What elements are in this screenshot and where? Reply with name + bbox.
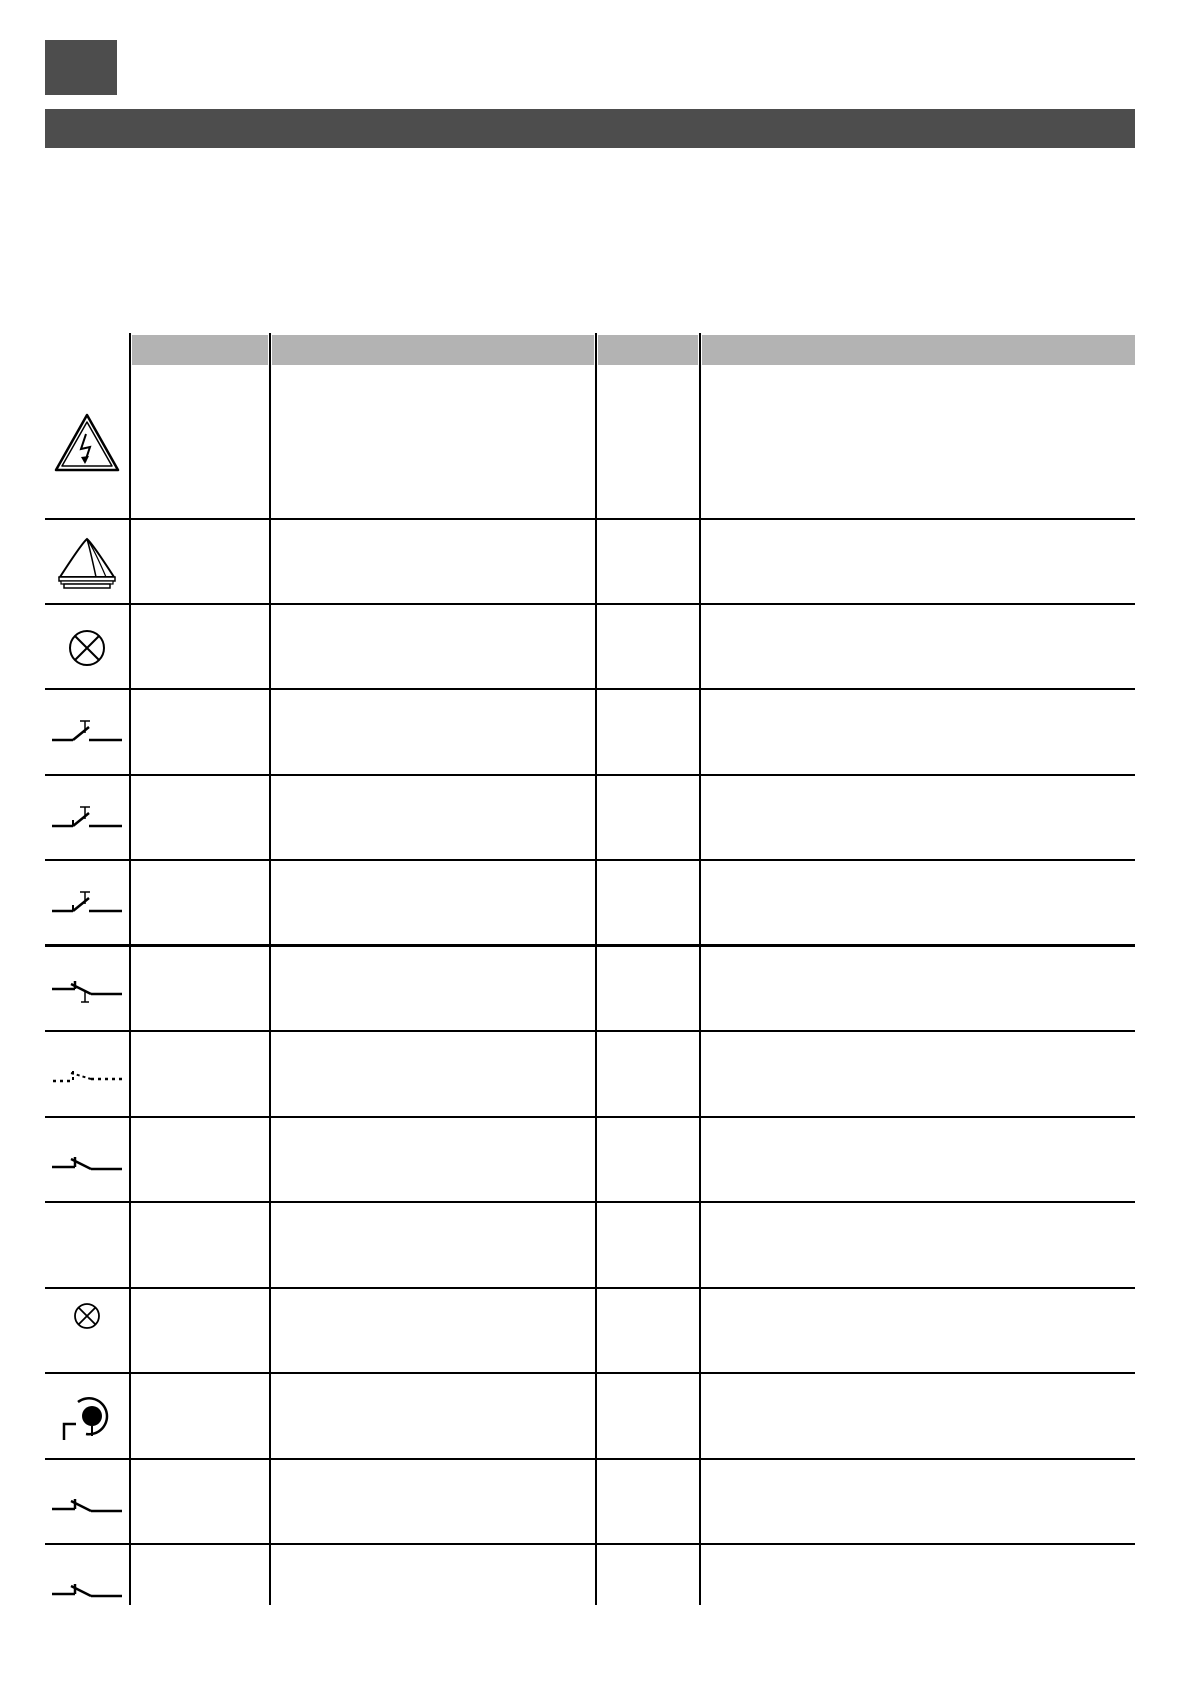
symbol-cell <box>45 861 129 947</box>
contact-switch-icon <box>51 1574 123 1602</box>
table-row <box>45 1545 1135 1605</box>
table-row <box>45 605 1135 690</box>
column-header-4 <box>702 335 1135 365</box>
table-row <box>45 690 1135 776</box>
push-button-switch-icon <box>51 804 123 834</box>
flashing-light-icon <box>56 535 118 591</box>
table-row <box>45 1203 1135 1289</box>
table-row <box>45 947 1135 1032</box>
symbol-cell <box>45 1460 129 1545</box>
column-header-1 <box>132 335 268 365</box>
symbol-cell <box>45 1545 129 1631</box>
safety-edge-switch-icon <box>51 973 123 1007</box>
table-row <box>45 1374 1135 1460</box>
symbol-cell <box>45 947 129 1032</box>
push-button-switch-icon <box>51 718 123 748</box>
symbol-cell <box>45 1289 129 1374</box>
table-row <box>45 365 1135 520</box>
table-row <box>45 1460 1135 1545</box>
symbol-cell <box>45 605 129 690</box>
push-button-switch-icon <box>51 889 123 919</box>
contact-switch-icon <box>51 1147 123 1175</box>
symbol-table <box>45 333 1135 1605</box>
symbol-cell <box>45 1118 129 1203</box>
symbol-cell <box>45 1203 129 1289</box>
table-row <box>45 1118 1135 1203</box>
key-switch-icon <box>58 1390 116 1444</box>
contact-switch-icon <box>51 1489 123 1517</box>
column-header-3 <box>598 335 698 365</box>
small-signal-lamp-icon <box>72 1301 102 1331</box>
signal-lamp-icon <box>67 628 107 668</box>
symbol-cell <box>45 1032 129 1118</box>
symbol-cell <box>45 776 129 861</box>
table-row <box>45 1032 1135 1118</box>
symbol-cell <box>45 690 129 776</box>
photocell-contact-icon <box>51 1063 123 1087</box>
column-header-2 <box>272 335 594 365</box>
symbol-cell <box>45 520 129 605</box>
section-marker-block <box>45 40 117 95</box>
symbol-cell <box>45 1374 129 1460</box>
electric-hazard-warning-icon <box>53 412 121 474</box>
section-title-bar <box>45 109 1135 148</box>
table-row <box>45 1289 1135 1374</box>
table-row <box>45 861 1135 947</box>
table-row <box>45 776 1135 861</box>
symbol-cell <box>45 365 129 520</box>
table-row <box>45 520 1135 605</box>
